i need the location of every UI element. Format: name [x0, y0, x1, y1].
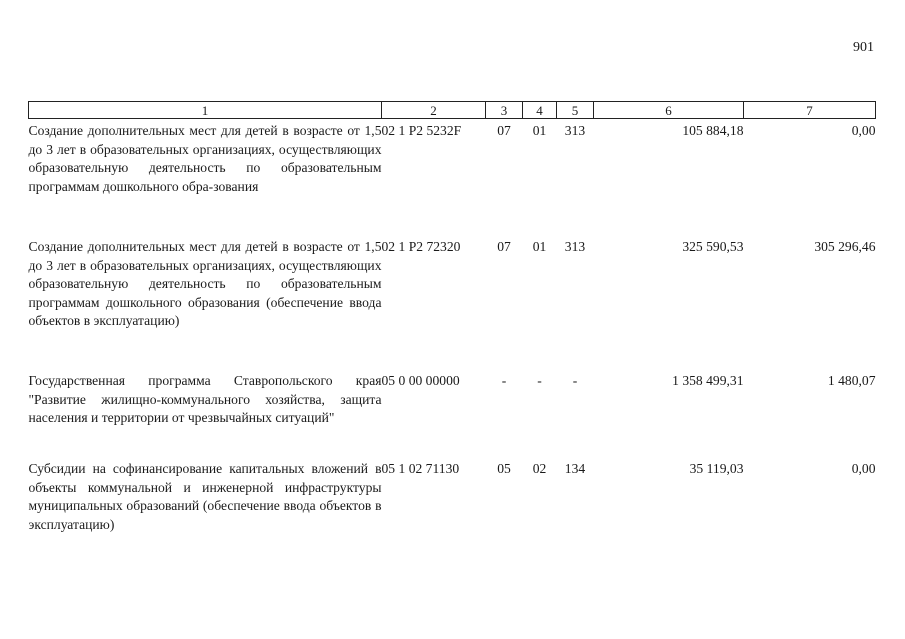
- page-number: 901: [853, 40, 874, 55]
- row-col3: -: [501, 373, 507, 388]
- row-col4: 01: [532, 123, 547, 138]
- column-header: 7: [744, 102, 876, 119]
- row-col4: 01: [532, 239, 547, 254]
- column-header: 1: [29, 102, 382, 119]
- row-code: 05 0 00 00000: [381, 373, 460, 388]
- row-col5: 134: [564, 461, 586, 476]
- row-col6: 35 119,03: [689, 461, 744, 476]
- row-name: Создание дополнительных мест для детей в возрасте от 1,5 до 3 лет в образовательных организациях, осуществляющих образовательную деятельность по образовательным программам дошкольного образования (обеспечение ввода объектов в эксплуатацию): [28, 239, 382, 329]
- table-row: [29, 456, 876, 534]
- column-header: 6: [594, 102, 744, 119]
- row-code: 02 1 P2 72320: [381, 239, 461, 254]
- column-header: 3: [486, 102, 523, 119]
- row-code: 02 1 P2 5232F: [381, 123, 462, 138]
- row-col4: -: [537, 373, 542, 388]
- row-col5: 313: [564, 123, 586, 138]
- row-col3: 05: [497, 461, 511, 476]
- row-col6: 325 590,53: [682, 239, 744, 254]
- table-row: [29, 368, 876, 456]
- table-row: [29, 234, 876, 368]
- column-header: 2: [382, 102, 486, 119]
- row-col3: 07: [497, 123, 511, 138]
- row-col7: 0,00: [851, 461, 876, 476]
- row-col7: 305 296,46: [814, 239, 876, 254]
- row-name: Субсидии на софинансирование капитальных вложений в объекты коммунальной и инженерной инфраструктуры муниципальных образований (обеспечение ввода объектов в эксплуатацию): [28, 461, 382, 532]
- row-name: Создание дополнительных мест для детей в возрасте от 1,5 до 3 лет в образовательных организациях, осуществляющих образовательную деятельность по образовательным программам дошкольного обра-зования: [28, 123, 382, 194]
- row-col6: 105 884,18: [682, 123, 744, 138]
- row-col6: 1 358 499,31: [672, 373, 744, 388]
- column-header: 4: [523, 102, 557, 119]
- row-name: Государственная программа Ставропольского края "Развитие жилищно-коммунального хозяйства, защита населения и территории от чрезвычайных ситуаций": [28, 373, 382, 426]
- row-col3: 07: [497, 239, 511, 254]
- table-row: [29, 119, 876, 235]
- row-col7: 1 480,07: [827, 373, 876, 388]
- row-col7: 0,00: [851, 123, 876, 138]
- row-col5: -: [572, 373, 578, 388]
- row-col4: 02: [532, 461, 547, 476]
- row-code: 05 1 02 71130: [381, 461, 460, 476]
- column-header: 5: [557, 102, 594, 119]
- budget-table: [28, 101, 876, 534]
- row-col5: 313: [564, 239, 586, 254]
- column-header-row: [29, 102, 876, 119]
